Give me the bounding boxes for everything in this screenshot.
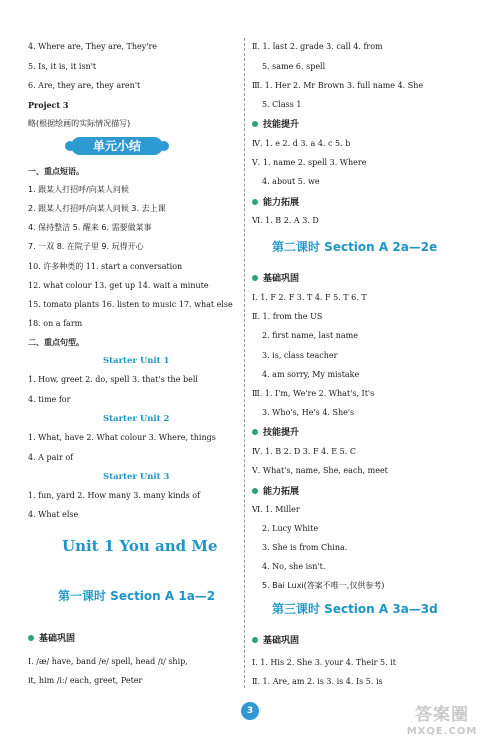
answer-line: 6. Are, they are, they aren't: [28, 81, 141, 90]
answer-line: 4. Where are, They are, They're: [28, 42, 157, 51]
column-divider: [244, 38, 245, 688]
phrase-line: 2. 跟某人打招呼/向某人问候 3. 去上课: [28, 204, 166, 213]
sentence-line: 1. How, greet 2. do, spell 3. that's the bell: [28, 375, 198, 384]
page-number: 3: [241, 702, 259, 720]
starter-unit-2-title: Starter Unit 2: [103, 414, 170, 424]
answer-line: Ⅵ. 1. Miller: [252, 505, 300, 514]
sentence-line: 1. What, have 2. What colour 3. Where, things: [28, 433, 216, 442]
sentence-line: 4. What else: [28, 510, 79, 519]
sentences-heading: 二、重点句型。: [28, 338, 84, 347]
watermark-logo: 答案圈 MXQE.COM: [406, 705, 478, 737]
sentence-line: 1. fun, yard 2. How many 3. many kinds of: [28, 491, 201, 500]
phrase-line: 10. 许多种类的 11. start a conversation: [28, 262, 183, 271]
answer-line: 3. She is from China.: [262, 543, 348, 552]
phrase-line: 15. tomato plants 16. listen to music 17. what else: [28, 300, 233, 309]
phrases-heading: 一、重点短语。: [28, 167, 84, 176]
answer-line: 3. is, class teacher: [262, 351, 338, 360]
answer-line: Ⅰ. 1. F 2. F 3. T 4. F 5. T 6. T: [252, 293, 367, 302]
sentence-line: 4. A pair of: [28, 453, 74, 462]
unit-summary-banner: 单元小结: [71, 137, 163, 155]
answer-line: 3. Who's, He's 4. She's: [262, 408, 355, 417]
lesson-1-title: 第一课时 Section A 1a—2: [58, 589, 216, 603]
answer-line: Ⅱ. 1. last 2. grade 3. call 4. from: [252, 42, 383, 51]
answer-line: 5. Class 1: [262, 100, 302, 109]
answer-line: Ⅵ. 1. B 2. A 3. D: [252, 216, 319, 225]
answer-line: Ⅴ. 1. name 2. spell 3. Where: [252, 158, 367, 167]
answer-line: Ⅴ. What's, name, She, each, meet: [252, 466, 388, 475]
answer-line: Ⅱ. 1. Are, am 2. is 3. is 4. Is 5. is: [252, 677, 383, 686]
skill-section-heading: 技能提升: [252, 425, 299, 438]
phrase-line: 1. 跟某人打招呼/向某人问候: [28, 185, 129, 194]
phrase-line: 4. 保持整洁 5. 醒来 6. 需要做某事: [28, 223, 152, 232]
unit-title: Unit 1 You and Me: [62, 537, 218, 555]
basic-section-heading: 基础巩固: [252, 271, 299, 284]
answer-line: 2. first name, last name: [262, 331, 358, 340]
phrase-line: 7. 一双 8. 在院子里 9. 玩得开心: [28, 242, 144, 251]
bullet-icon: [252, 121, 258, 127]
lesson-3-title: 第三课时 Section A 3a—3d: [272, 602, 438, 616]
ability-section-heading: 能力拓展: [252, 484, 299, 497]
answer-line: 2. Lucy White: [262, 524, 319, 533]
project-title: Project 3: [28, 100, 69, 110]
answer-line: 4. about 5. we: [262, 177, 320, 186]
answer-line: 4. am sorry, My mistake: [262, 370, 360, 379]
phrase-line: 18. on a farm: [28, 319, 83, 328]
starter-unit-1-title: Starter Unit 1: [103, 356, 170, 366]
answer-line: 5. same 6. spell: [262, 62, 326, 71]
bullet-icon: [252, 488, 258, 494]
answer-line: Ⅱ. 1. from the US: [252, 312, 323, 321]
answer-line: it, him /iː/ each, greet, Peter: [28, 676, 143, 685]
basic-section-heading: 基础巩固: [28, 631, 75, 644]
basic-section-heading: 基础巩固: [252, 633, 299, 646]
ability-section-heading: 能力拓展: [252, 195, 299, 208]
answer-line: 4. No, she isn't.: [262, 562, 326, 571]
lesson-2-title: 第二课时 Section A 2a—2e: [272, 240, 438, 254]
starter-unit-3-title: Starter Unit 3: [103, 472, 170, 482]
answer-line: Ⅲ. 1. I'm, We're 2. What's, It's: [252, 389, 375, 398]
bullet-icon: [28, 635, 34, 641]
answer-line: 5. Is, it is, it isn't: [28, 62, 97, 71]
phrase-line: 12. what colour 13. get up 14. wait a minute: [28, 281, 209, 290]
answer-line: Ⅳ. 1. e 2. d 3. a 4. c 5. b: [252, 139, 351, 148]
answer-line: 5. Bai Luxi(答案不唯一,仅供参考): [262, 581, 385, 590]
answer-line: Ⅰ. 1. His 2. She 3. your 4. Their 5. it: [252, 658, 396, 667]
sentence-line: 4. time for: [28, 395, 71, 404]
skill-section-heading: 技能提升: [252, 117, 299, 130]
project-note: 略(根据绘画的实际情况描写): [28, 119, 131, 128]
answer-line: Ⅲ. 1. Her 2. Mr Brown 3. full name 4. She: [252, 81, 424, 90]
bullet-icon: [252, 275, 258, 281]
answer-line: Ⅳ. 1. B 2. D 3. F 4. E 5. C: [252, 447, 356, 456]
answer-line: Ⅰ. /æ/ have, band /e/ spell, head /ɪ/ ship,: [28, 657, 188, 666]
bullet-icon: [252, 637, 258, 643]
bullet-icon: [252, 199, 258, 205]
bullet-icon: [252, 429, 258, 435]
